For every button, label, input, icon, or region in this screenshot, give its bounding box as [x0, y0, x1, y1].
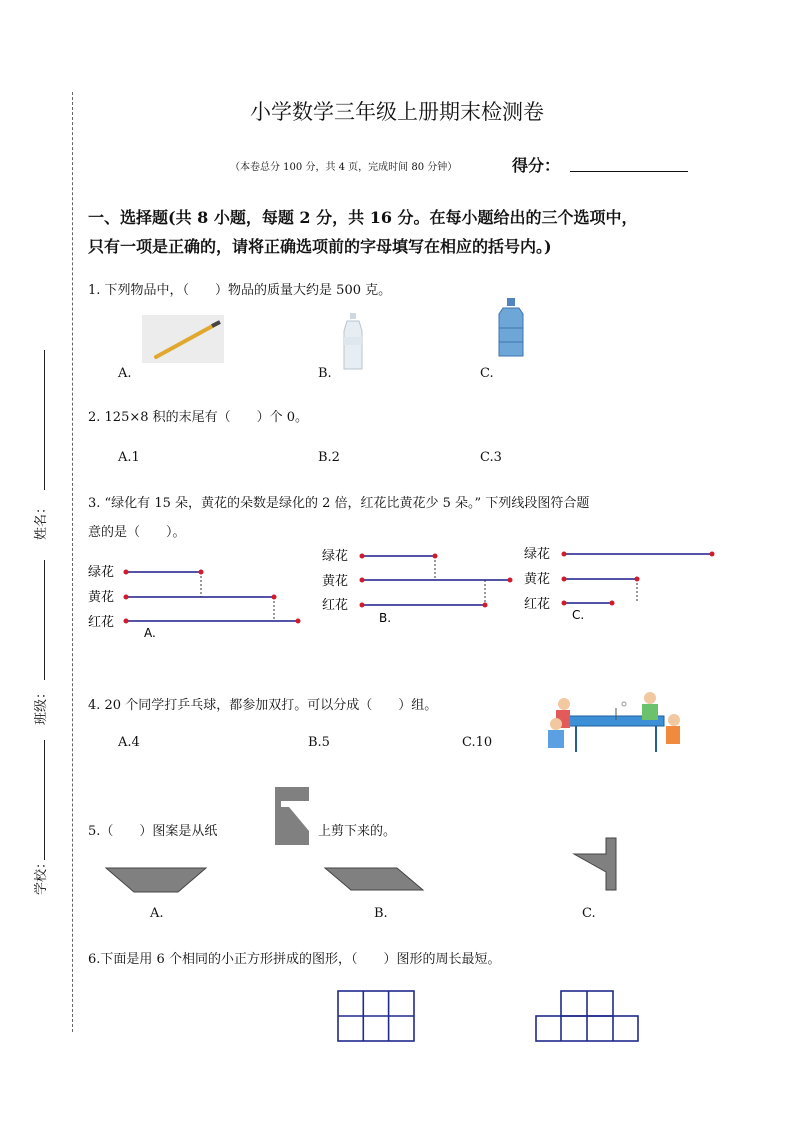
diagram-c-label-yellow: 黄花	[524, 572, 551, 587]
q5-text-post: 上剪下来的。	[318, 824, 397, 839]
pencil-image	[142, 315, 224, 363]
diagram-c-label-green: 绿花	[524, 547, 551, 562]
diagram-b-label-green: 绿花	[322, 549, 349, 564]
ping-pong-illustration	[546, 690, 688, 762]
water-jug-image	[496, 298, 526, 360]
q2-option-a[interactable]: A.1	[118, 450, 140, 465]
q2-text: 2. 125×8 积的末尾有（ ）个 0。	[88, 410, 309, 425]
q4-text: 4. 20 个同学打乒乓球，都参加双打。可以分成（ ）组。	[88, 698, 438, 713]
diagram-a-option: A.	[144, 626, 156, 640]
school-label: 学校：	[34, 855, 49, 895]
q4-option-c[interactable]: C.10	[462, 735, 493, 750]
q4-option-a[interactable]: A.4	[118, 735, 140, 750]
name-label: 姓名：	[34, 500, 49, 540]
q6-text: 6.下面是用 6 个相同的小正方形拼成的图形，（ ）图形的周长最短。	[88, 952, 501, 967]
diagram-b-label-yellow: 黄花	[322, 574, 349, 589]
q5-parallelogram-shape	[323, 866, 425, 892]
section-heading-line1: 一、选择题(共 8 小题，每题 2 分，共 16 分。在每小题给出的三个选项中，	[88, 208, 638, 227]
q1-option-c[interactable]: C.	[480, 366, 494, 381]
diagram-a-label-red: 红花	[88, 615, 115, 630]
diagram-b-label-red: 红花	[322, 598, 349, 613]
name-write-line	[44, 350, 45, 490]
school-write-line	[44, 740, 45, 860]
water-bottle-image	[338, 313, 368, 371]
paper-cut-shape	[275, 787, 309, 845]
q5-trapezoid-shape	[104, 866, 208, 894]
q2-option-b[interactable]: B.2	[318, 450, 340, 465]
q3-text-line2: 意的是（ ）。	[88, 525, 186, 540]
q5-option-a[interactable]: A.	[150, 906, 164, 921]
diagram-b-option: B.	[379, 611, 392, 625]
binding-dashed-line	[72, 92, 73, 1032]
class-label: 班级：	[34, 685, 49, 725]
q1-text: 1. 下列物品中，（ ）物品的质量大约是 500 克。	[88, 283, 392, 298]
q1-option-b[interactable]: B.	[318, 366, 332, 381]
diagram-c-option: C.	[572, 608, 585, 622]
page-title: 小学数学三年级上册期末检测卷	[250, 100, 544, 124]
score-label: 得分：	[512, 156, 561, 175]
section-heading-line2: 只有一项是正确的，请将正确选项前的字母填写在相应的括号内。)	[88, 237, 552, 256]
q4-option-b[interactable]: B.5	[308, 735, 330, 750]
q5-text-pre: 5.（ ）图案是从纸	[88, 824, 218, 839]
diagram-a-label-green: 绿花	[88, 565, 115, 580]
score-blank[interactable]	[570, 171, 688, 172]
q5-option-c-shape	[572, 836, 618, 892]
q6-figure-stepped	[534, 988, 640, 1044]
exam-info: （本卷总分 100 分，共 4 页，完成时间 80 分钟）	[230, 162, 458, 173]
diagram-a-label-yellow: 黄花	[88, 590, 115, 605]
class-write-line	[44, 560, 45, 680]
q5-option-c[interactable]: C.	[582, 906, 596, 921]
q3-text-line1: 3. “绿化有 15 朵，黄花的朵数是绿化的 2 倍，红花比黄花少 5 朵。” 下列线段图符合题	[88, 496, 590, 511]
q5-option-b[interactable]: B.	[374, 906, 388, 921]
q1-option-a[interactable]: A.	[118, 366, 132, 381]
diagram-c-label-red: 红花	[524, 597, 551, 612]
q2-option-c[interactable]: C.3	[480, 450, 502, 465]
q6-figure-rectangle	[336, 988, 416, 1044]
q3-line-diagrams	[86, 545, 736, 645]
